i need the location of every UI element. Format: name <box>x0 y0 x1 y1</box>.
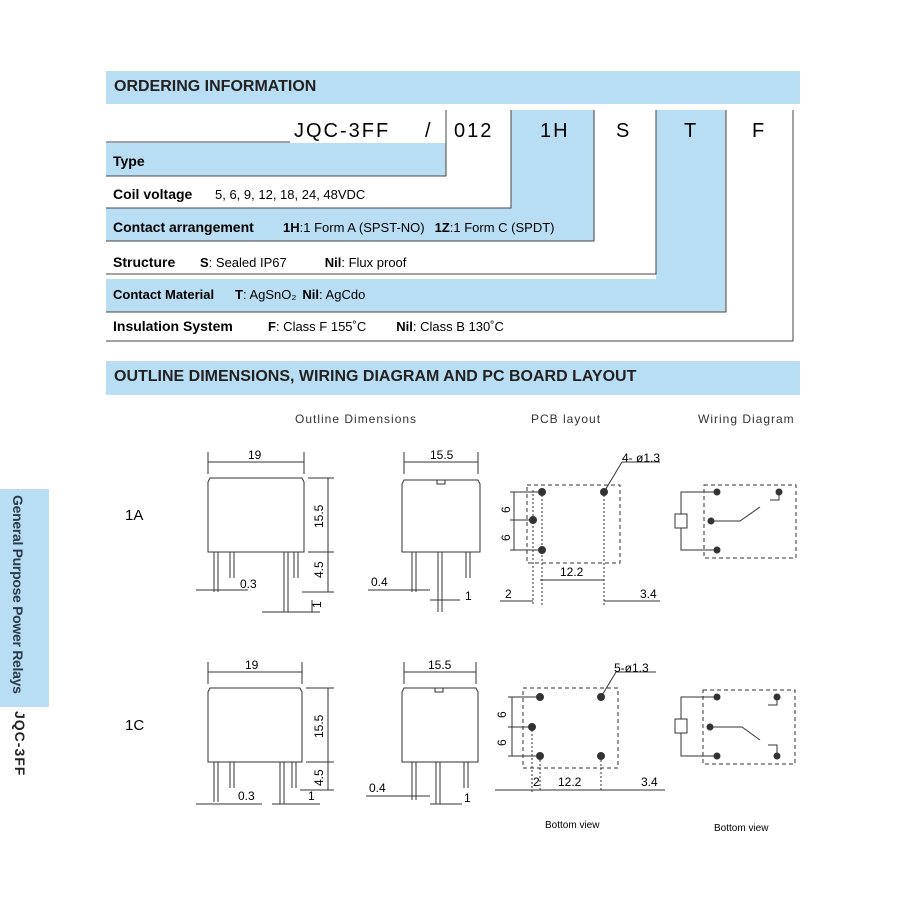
col-pcb-title: PCB layout <box>531 412 602 426</box>
insulation-options <box>268 319 504 334</box>
dim-1a-15-5: 15.5 <box>312 504 326 528</box>
code-slash: / <box>425 120 433 142</box>
dim-1c-15-5w: 15.5 <box>428 658 452 672</box>
dim-1c-1b: 1 <box>464 791 471 805</box>
dim-1c-0-3: 0.3 <box>238 789 255 803</box>
wiring-1c <box>675 690 795 764</box>
structure-options <box>200 255 407 270</box>
contact-1h-val: :1 Form A (SPST-NO) <box>299 220 425 235</box>
coil-label: Coil voltage <box>113 186 193 202</box>
dim-1c-1: 1 <box>308 789 315 803</box>
contact-1z-key: 1Z <box>434 220 450 235</box>
material-nil-key: Nil <box>302 287 320 302</box>
pcb-1c-3-4: 3.4 <box>641 775 658 789</box>
dim-1a-0-3: 0.3 <box>240 577 257 591</box>
material-t-key: T <box>235 287 243 302</box>
row-label-1c: 1C <box>125 717 145 734</box>
wiring-1a <box>675 485 796 558</box>
contact-1h-key: 1H <box>283 220 300 235</box>
structure-nil-val: : Flux proof <box>341 255 407 270</box>
col-outline-title: Outline Dimensions <box>295 412 418 426</box>
material-label: Contact Material <box>113 287 215 302</box>
insulation-nil-key: Nil <box>396 319 413 334</box>
col-wiring-title: Wiring Diagram <box>698 412 795 426</box>
pcb-1a-6a: 6 <box>499 506 513 513</box>
structure-label: Structure <box>113 254 176 270</box>
dim-1a-15-5w: 15.5 <box>430 448 454 462</box>
structure-nil-key: Nil <box>324 255 342 270</box>
pcb-1c <box>495 672 665 792</box>
contact-options <box>283 220 555 235</box>
dim-1a-1b: 1 <box>465 589 472 603</box>
ordering-header: ORDERING INFORMATION <box>114 78 317 95</box>
pcb-1a <box>500 462 660 605</box>
insulation-label: Insulation System <box>113 318 233 334</box>
pcb-1c-6a: 6 <box>495 711 509 718</box>
code-insulation: F <box>752 120 767 142</box>
dim-1c-0-4: 0.4 <box>369 781 386 795</box>
side-tab-model: JQC-3FF <box>12 711 28 777</box>
pcb-1a-12-2: 12.2 <box>560 565 584 579</box>
pcb-1c-bottom-view: Bottom view <box>545 820 600 831</box>
code-part1: JQC-3FF <box>294 120 391 142</box>
dim-1a-1: 1 <box>310 601 324 608</box>
code-material: T <box>684 120 699 142</box>
dim-1c-19: 19 <box>245 658 259 672</box>
pcb-1c-12-2: 12.2 <box>558 775 582 789</box>
pcb-1c-2: 2 <box>533 775 540 789</box>
coil-values: 5, 6, 9, 12, 18, 24, 48VDC <box>215 187 366 202</box>
row-label-1a: 1A <box>125 507 144 524</box>
dim-1c-4-5: 4.5 <box>312 769 326 786</box>
pcb-1a-2: 2 <box>505 587 512 601</box>
row-type-bg <box>106 143 446 176</box>
structure-s-key: S <box>200 255 209 270</box>
insulation-f-val: : Class F 155˚C <box>275 319 367 334</box>
structure-s-val: : Sealed IP67 <box>208 255 287 270</box>
pcb-1a-6b: 6 <box>499 534 513 541</box>
insulation-nil-val: : Class B 130˚C <box>412 319 504 334</box>
contact-label: Contact arrangement <box>113 219 254 235</box>
insulation-f-key: F <box>268 319 276 334</box>
pcb-1c-6b: 6 <box>495 739 509 746</box>
outline-header: OUTLINE DIMENSIONS, WIRING DIAGRAM AND PC BOARD LAYOUT <box>114 368 637 385</box>
material-nil-val: : AgCdo <box>319 287 366 302</box>
outline-1a-side <box>196 452 334 612</box>
side-tab-category: General Purpose Power Relays <box>10 495 26 694</box>
dim-1a-19: 19 <box>248 448 262 462</box>
pcb-1c-holes: 5-ø1.3 <box>614 661 649 675</box>
dim-1a-0-4: 0.4 <box>371 575 388 589</box>
wiring-1c-bottom-view: Bottom view <box>714 823 769 834</box>
pcb-1a-holes: 4- ø1.3 <box>622 451 661 465</box>
code-arrangement: 1H <box>540 120 570 142</box>
type-label: Type <box>113 153 145 169</box>
contact-1z-val: :1 Form C (SPDT) <box>449 220 555 235</box>
dim-1c-15-5: 15.5 <box>312 714 326 738</box>
code-voltage: 012 <box>454 120 494 142</box>
dim-1a-4-5: 4.5 <box>312 561 326 578</box>
material-t-val: : AgSnO₂ <box>242 287 297 302</box>
pcb-1a-3-4: 3.4 <box>640 587 657 601</box>
code-structure: S <box>616 120 632 142</box>
